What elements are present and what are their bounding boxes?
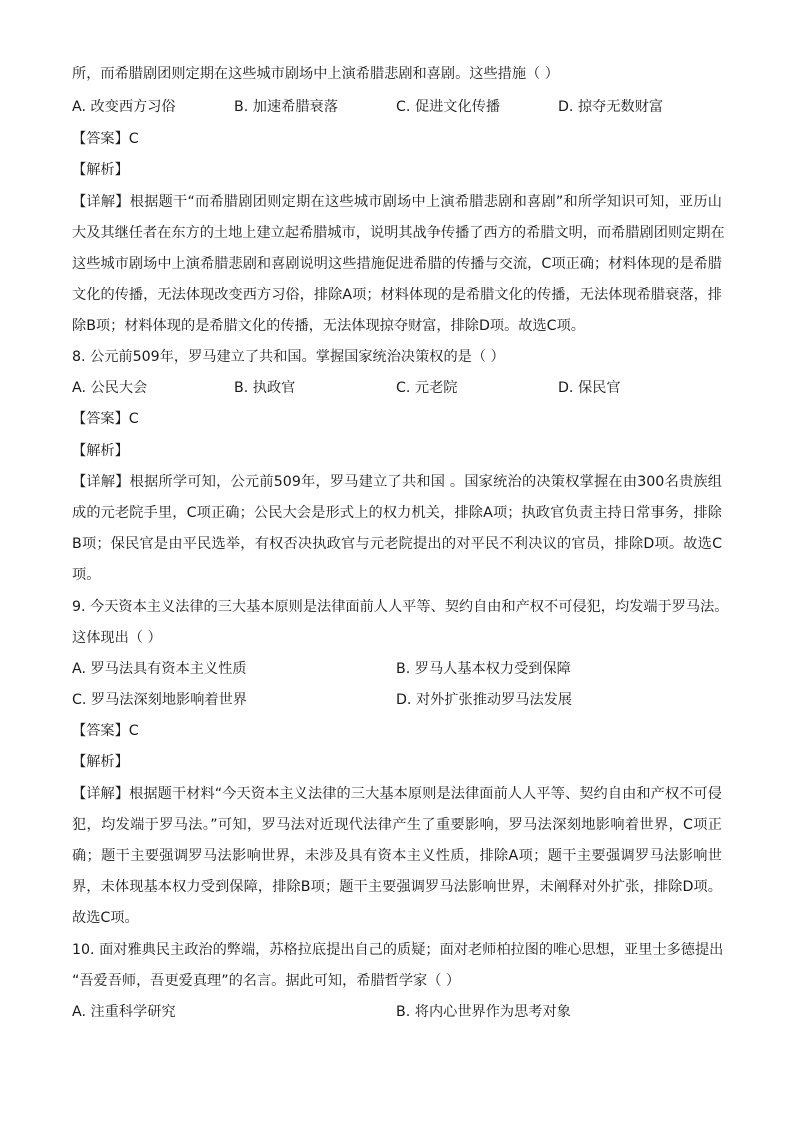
q8-answer: 【答案】C <box>72 411 139 427</box>
q9-option-d: D. 对外扩张推动罗马法发展 <box>396 692 573 708</box>
q7-option-c: C. 促进文化传播 <box>396 99 501 115</box>
q7-detail-line: 这些城市剧场中上演希腊悲剧和喜剧说明这些措施促进希腊的传播与交流，C项正确；材料体现的是希腊 <box>72 256 722 272</box>
q8-detail-line: 【详解】根据所学可知，公元前509年，罗马建立了共和国 。国家统治的决策权掌握在由300名贵族组 <box>72 474 722 490</box>
q9-detail-line: 故选C项。 <box>72 910 139 926</box>
q10-stem-line: 10. 面对雅典民主政治的弊端，苏格拉底提出自己的质疑；面对老师柏拉图的唯心思想，亚里士多德提出 <box>72 942 724 958</box>
q7-detail-line: 大及其继任者在东方的土地上建立起希腊城市，说明其战争传播了西方的希腊文明，而希腊剧团则定期在 <box>72 225 725 241</box>
q7-option-a: A. 改变西方习俗 <box>72 99 176 115</box>
q9-detail-line: 确；题干主要强调罗马法影响世界，未涉及具有资本主义性质，排除A项；题干主要强调罗马法影响世 <box>72 848 722 864</box>
q9-detail-line: 犯，均发端于罗马法。”可知，罗马法对近现代法律产生了重要影响，罗马法深刻地影响着世界，C项正 <box>72 817 722 833</box>
q9-stem-line: 9. 今天资本主义法律的三大基本原则是法律面前人人平等、契约自由和产权不可侵犯，均发端于罗马法。 <box>72 599 729 615</box>
q7-stem-tail: 所，而希腊剧团则定期在这些城市剧场中上演希腊悲剧和喜剧。这些措施（ ） <box>72 66 559 82</box>
q8-detail-line: 成的元老院手里，C项正确；公民大会是形式上的权力机关，排除A项；执政官负责主持日常事务，排除 <box>72 505 722 521</box>
q9-answer: 【答案】C <box>72 723 139 739</box>
q10-option-a: A. 注重科学研究 <box>72 1004 176 1020</box>
q8-option-a: A. 公民大会 <box>72 380 148 396</box>
q8-stem: 8. 公元前509年，罗马建立了共和国。掌握国家统治决策权的是（ ） <box>72 349 505 365</box>
q7-analysis-label: 【解析】 <box>72 162 129 178</box>
q8-detail-line: B项；保民官是由平民选举，有权否决执政官与元老院提出的对平民不利决议的官员，排除D项。故选C <box>72 536 722 552</box>
q7-detail-line: 除B项；材料体现的是希腊文化的传播，无法体现掠夺财富，排除D项。故选C项。 <box>72 318 585 334</box>
q9-option-a: A. 罗马法具有资本主义性质 <box>72 661 247 677</box>
q9-detail-line: 界，未体现基本权力受到保障，排除B项；题干主要强调罗马法影响世界，未阐释对外扩张，排除D项。 <box>72 879 722 895</box>
q7-detail-line: 文化的传播，无法体现改变西方习俗，排除A项；材料体现的是希腊文化的传播，无法体现希腊衰落，排 <box>72 287 722 303</box>
q9-detail-line: 【详解】根据题干材料“今天资本主义法律的三大基本原则是法律面前人人平等、契约自由和产权不可侵 <box>72 786 722 802</box>
q10-stem-line: “吾爱吾师，吾更爱真理”的名言。据此可知，希腊哲学家（ ） <box>72 973 461 989</box>
q10-option-b: B. 将内心世界作为思考对象 <box>396 1004 571 1020</box>
q7-option-b: B. 加速希腊衰落 <box>234 99 338 115</box>
q7-answer: 【答案】C <box>72 131 139 147</box>
q9-analysis-label: 【解析】 <box>72 754 129 770</box>
q7-detail-line: 【详解】根据题干“而希腊剧团则定期在这些城市剧场中上演希腊悲剧和喜剧”和所学知识可知，亚历山 <box>72 194 722 210</box>
q7-option-d: D. 掠夺无数财富 <box>558 99 664 115</box>
q8-analysis-label: 【解析】 <box>72 443 129 459</box>
q9-stem-line: 这体现出（ ） <box>72 630 162 646</box>
q8-option-b: B. 执政官 <box>234 380 296 396</box>
q8-detail-line: 项。 <box>72 567 101 583</box>
q9-option-b: B. 罗马人基本权力受到保障 <box>396 661 571 677</box>
q8-option-d: D. 保民官 <box>558 380 621 396</box>
q8-option-c: C. 元老院 <box>396 380 458 396</box>
q9-option-c: C. 罗马法深刻地影响着世界 <box>72 692 247 708</box>
